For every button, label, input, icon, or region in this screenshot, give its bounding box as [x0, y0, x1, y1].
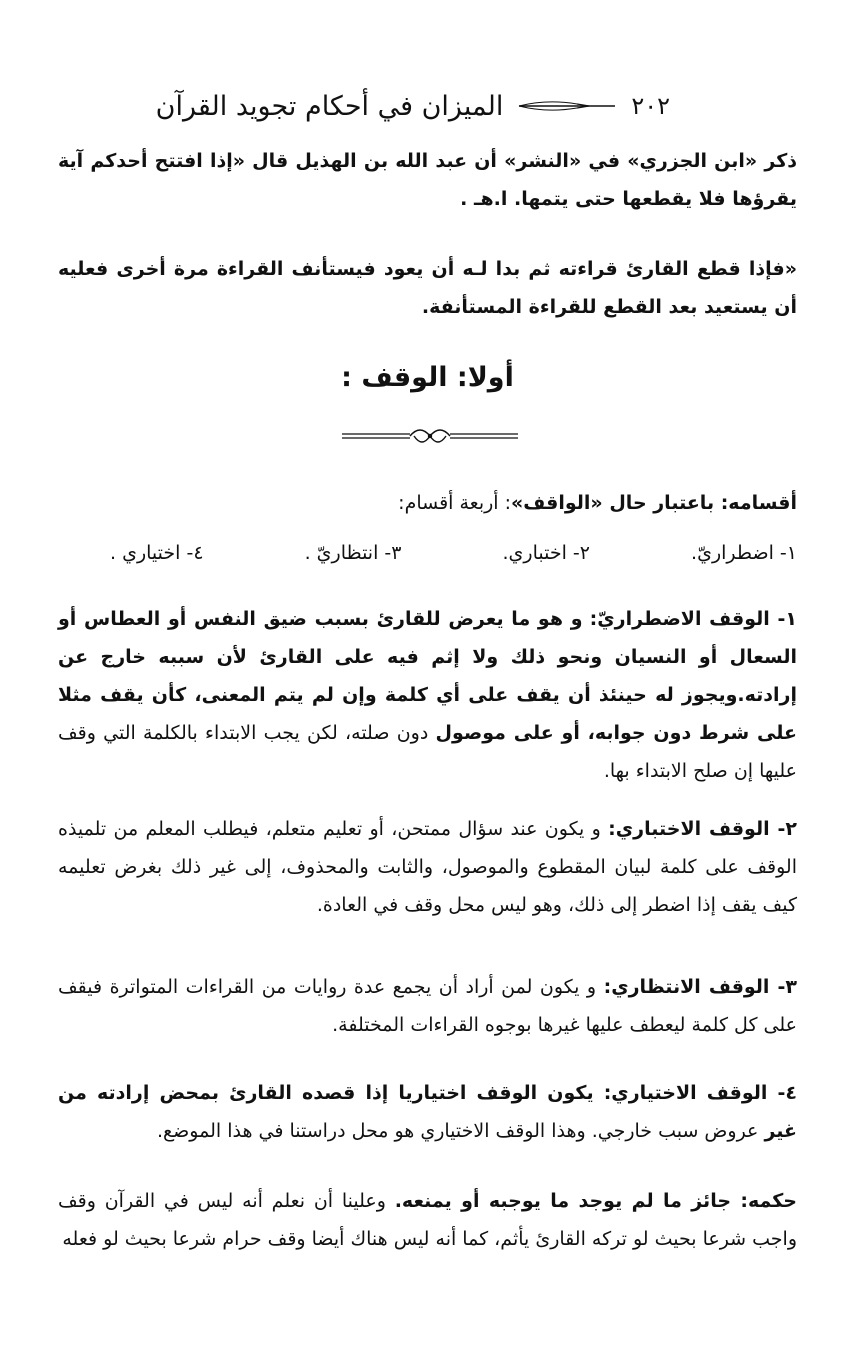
page-number: ٢٠٢ — [631, 92, 670, 120]
type-detail-3 — [58, 968, 797, 1044]
intro-quote-2-text: «فإذا قطع القارئ قراءته ثم بدا لـه أن يعود فيستأنف القراءة مرة أخرى فعليه أن يستعيد بعد القطع للقراءة المستأنفة. — [58, 258, 797, 318]
arrow-ornament-icon — [517, 96, 617, 116]
ornament-divider-icon — [340, 422, 520, 450]
divisions-label: أقسامه: باعتبار حال «الواقف» — [511, 492, 797, 514]
divisions-text: : أربعة أقسام: — [398, 492, 512, 514]
type-detail-4-label: ٤- الوقف الاختياري: — [603, 1082, 797, 1104]
ruling-bold: جائز ما لم يوجد ما يوجبه أو يمنعه. — [394, 1190, 741, 1212]
intro-quote-1 — [58, 142, 797, 218]
type-detail-1-text: دون صلته، لكن يجب الابتداء بالكلمة التي وقف عليها إن صلح الابتداء بها. — [58, 722, 797, 782]
intro-quote-2 — [58, 250, 797, 326]
ruling-paragraph — [58, 1182, 797, 1258]
type-detail-1-label: ١- الوقف الاضطراريّ: — [589, 608, 797, 630]
divisions-line — [58, 484, 797, 522]
type-item-1: ١- اضطراريّ. — [691, 542, 797, 564]
ruling-label: حكمه: — [740, 1190, 797, 1212]
type-detail-3-label: ٣- الوقف الانتظاري: — [603, 976, 797, 998]
type-detail-4 — [58, 1074, 797, 1150]
book-title: الميزان في أحكام تجويد القرآن — [155, 90, 504, 122]
type-detail-3-text: و يكون لمن أراد أن يجمع عدة روايات من القراءات المتواترة فيقف على كل كلمة ليعطف عليها غيرها بوجوه القراءات المختلفة. — [58, 976, 797, 1036]
ruling-text: وعلينا أن نعلم أنه ليس في القرآن وقف واجب شرعا بحيث لو تركه القارئ يأثم، كما أنه ليس هناك أيضا وقف حرام شرعا بحيث لو فعله — [58, 1190, 797, 1250]
types-list — [110, 542, 797, 564]
type-detail-2 — [58, 810, 797, 924]
type-item-2: ٢- اختباري. — [502, 542, 590, 564]
intro-quote-1-text: ذكر «ابن الجزري» في «النشر» أن عبد الله بن الهذيل قال «إذا افتتح أحدكم آية يقرؤها فلا يقطعها حتى يتمها. ا.هـ . — [58, 150, 797, 210]
type-detail-1-bold: و هو ما يعرض للقارئ بسبب ضيق النفس أو العطاس أو السعال أو النسيان ونحو ذلك ولا إثم فيه على القارئ لأن سببه خارج عن إرادته.ويجوز له حينئذ أن يقف على أي كلمة وإن لم يتم المعنى، كأن يقف مثلا على شرط دون جوابه، أو على موصول — [58, 608, 797, 744]
running-head — [150, 86, 670, 126]
type-detail-2-text: و يكون عند سؤال ممتحن، أو تعليم متعلم، فيطلب المعلم من تلميذه الوقف على كلمة لبيان المقطوع والموصول، والثابت والمحذوف، إلى غير ذلك بغرض تعليمه كيف يقف إذا اضطر إلى ذلك، وهو ليس محل وقف في العادة. — [58, 818, 797, 916]
type-item-3: ٣- انتظاريّ . — [304, 542, 402, 564]
type-detail-1 — [58, 600, 797, 790]
type-detail-4-bold: يكون الوقف اختياريا إذا قصده القارئ بمحض إرادته من غير — [58, 1082, 797, 1142]
type-item-4: ٤- اختياري . — [110, 542, 204, 564]
section-heading: أولا: الوقف : — [341, 362, 514, 393]
type-detail-4-text: عروض سبب خارجي. وهذا الوقف الاختياري هو محل دراستنا في هذا الموضع. — [157, 1120, 765, 1142]
type-detail-2-label: ٢- الوقف الاختباري: — [608, 818, 797, 840]
